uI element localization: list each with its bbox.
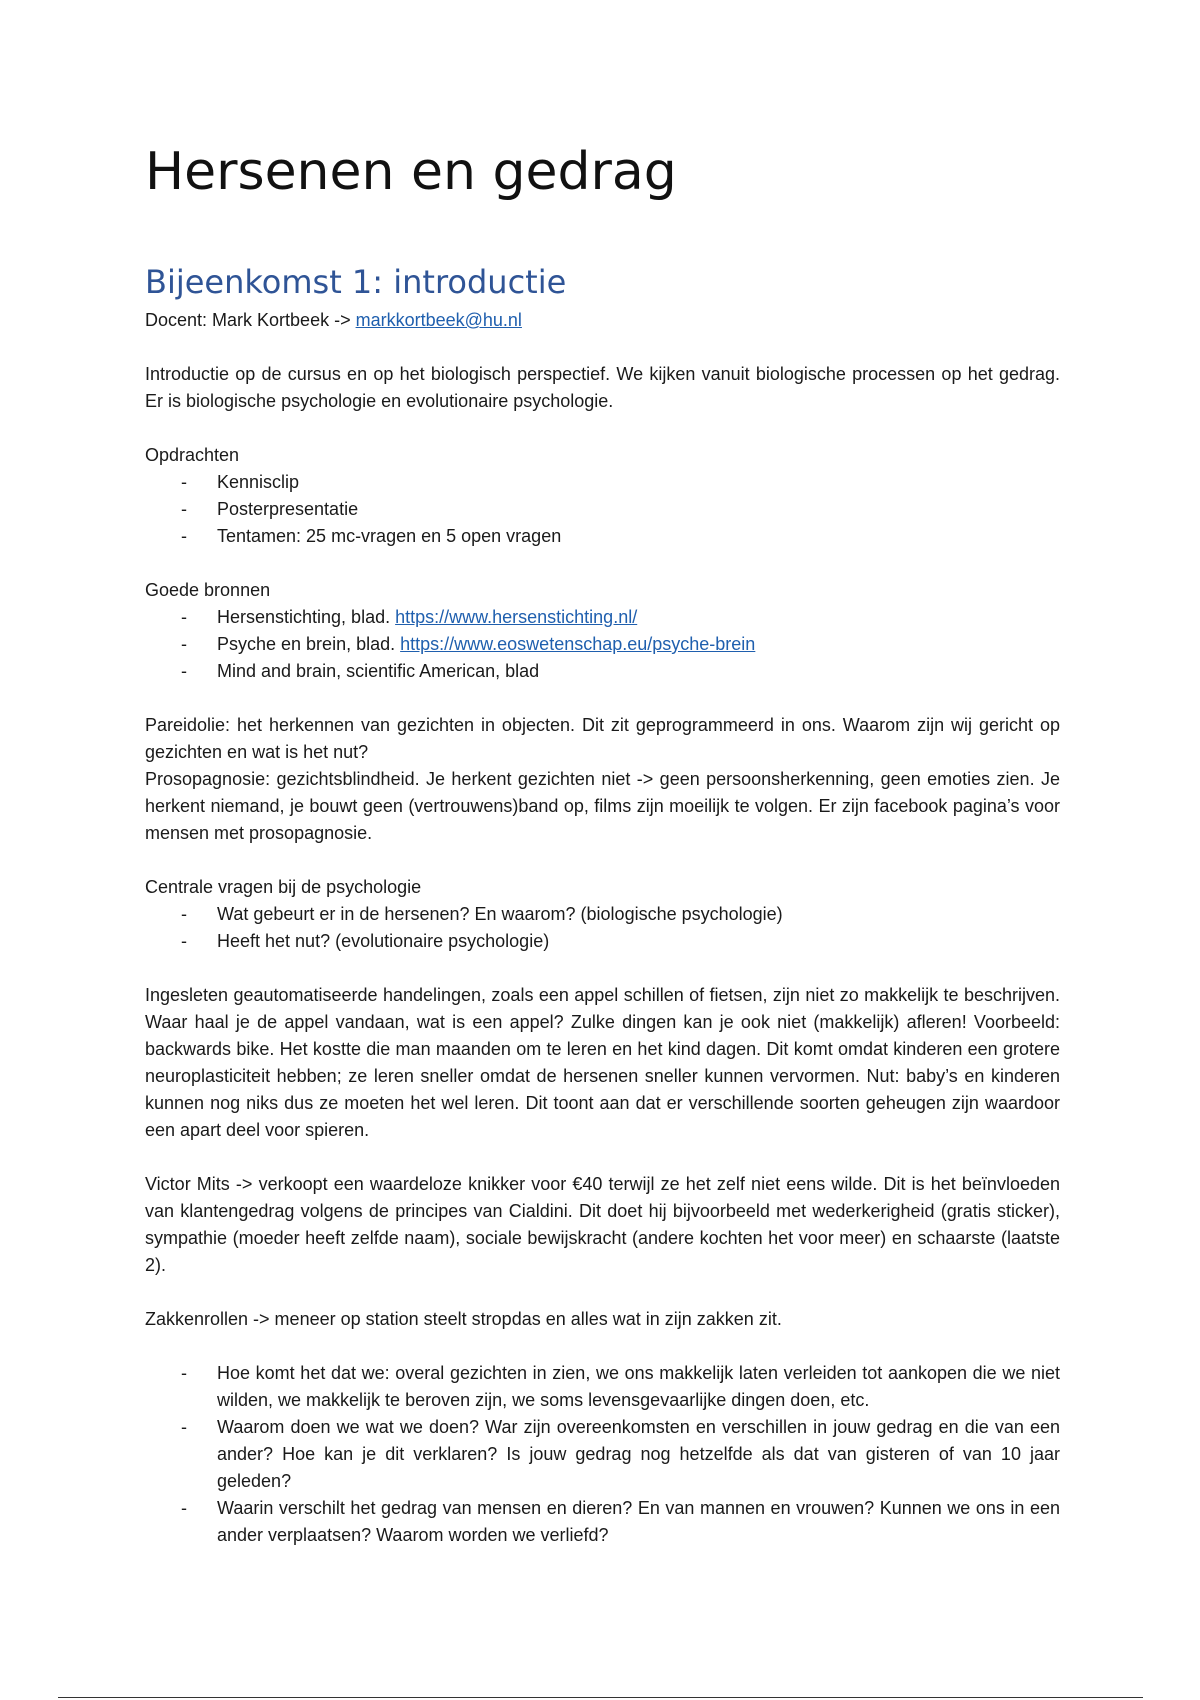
list-item: - Heeft het nut? (evolutionaire psychologie): [145, 928, 1060, 955]
list-item: - Hoe komt het dat we: overal gezichten in zien, we ons makkelijk laten verleiden tot aankopen die we niet wilden, we makkelijk te beroven zijn, we soms levensgevaarlijke dingen doen, etc.: [145, 1360, 1060, 1414]
opdrachten-list: [145, 469, 1060, 550]
bullet-dash: -: [181, 499, 187, 519]
bullet-dash: -: [181, 1498, 187, 1518]
bullet-dash: -: [181, 607, 187, 627]
centrale-vragen-label: Centrale vragen bij de psychologie: [145, 877, 422, 897]
ingesleten-paragraph: Ingesleten geautomatiseerde handelingen, zoals een appel schillen of fietsen, zijn niet zo makkelijk te beschrijven. Waar haal je de appel vandaan, wat is een appel? Zulke dingen kan je ook niet (makkelijk) afleren! Voorbeeld: backwards bike. Het kostte die man maanden om te leren en het kind dagen. Dit komt omdat kinderen een grotere neuroplasticiteit hebben; ze leren sneller omdat de hersenen sneller kunnen vervormen. Nut: baby’s en kinderen kunnen nog niks dus ze moeten het wel leren. Dit toont aan dat er verschillende soorten geheugen zijn waardoor een apart deel voor spieren.: [145, 985, 1060, 1140]
list-item: - Wat gebeurt er in de hersenen? En waarom? (biologische psychologie): [145, 901, 1060, 928]
pareidolie-paragraph: Pareidolie: het herkennen van gezichten in objecten. Dit zit geprogrammeerd in ons. Waarom zijn wij gericht op gezichten en wat is het nut?: [145, 715, 1060, 762]
bullet-dash: -: [181, 1417, 187, 1437]
list-item: - Mind and brain, scientific American, blad: [145, 658, 1060, 685]
list-item: - Tentamen: 25 mc-vragen en 5 open vragen: [145, 523, 1060, 550]
zakkenrollen-paragraph: Zakkenrollen -> meneer op station steelt stropdas en alles wat in zijn zakken zit.: [145, 1309, 782, 1329]
bullet-dash: -: [181, 904, 187, 924]
docent-email-link[interactable]: markkortbeek@hu.nl: [355, 310, 522, 330]
list-item: - Psyche en brein, blad. https://www.eoswetenschap.eu/psyche-brein: [145, 631, 1060, 658]
list-item: - Waarom doen we wat we doen? War zijn overeenkomsten en verschillen in jouw gedrag en die van een ander? Hoe kan je dit verklaren? Is jouw gedrag nog hetzelfde als dat van gisteren of van 10 jaar geleden?: [145, 1414, 1060, 1495]
list-item: - Posterpresentatie: [145, 496, 1060, 523]
bullet-dash: -: [181, 526, 187, 546]
victor-paragraph: Victor Mits -> verkoopt een waardeloze knikker voor €40 terwijl ze het zelf niet eens wilde. Dit is het beïnvloeden van klantengedrag volgens de principes van Cialdini. Dit doet hij bijvoorbeeld met wederkerigheid (gratis sticker), sympathie (moeder heeft zelfde naam), sociale bewijskracht (andere kochten het voor meer) en schaarste (laatste 2).: [145, 1174, 1060, 1275]
docent-label: Docent: Mark Kortbeek ->: [145, 310, 356, 330]
section-heading: Bijeenkomst 1: introductie: [145, 263, 567, 301]
hersenstichting-link[interactable]: https://www.hersenstichting.nl/: [395, 607, 638, 627]
bullet-dash: -: [181, 472, 187, 492]
centrale-vragen-list: [145, 901, 1060, 955]
list-item: - Kennisclip: [145, 469, 1060, 496]
intro-paragraph: Introductie op de cursus en op het biologisch perspectief. We kijken vanuit biologische processen op het gedrag. Er is biologische psychologie en evolutionaire psychologie.: [145, 364, 1060, 411]
bullet-dash: -: [181, 931, 187, 951]
prosopagnosie-paragraph: Prosopagnosie: gezichtsblindheid. Je herkent gezichten niet -> geen persoonsherkenning, geen emoties zien. Je herkent niemand, je bouwt geen (vertrouwens)band op, films zijn moeilijk te volgen. Er zijn facebook pagina’s voor mensen met prosopagnosie.: [145, 769, 1060, 843]
bullet-dash: -: [181, 634, 187, 654]
document-title: Hersenen en gedrag: [145, 142, 677, 202]
bullet-dash: -: [181, 1363, 187, 1383]
list-item: - Hersenstichting, blad. https://www.hersenstichting.nl/: [145, 604, 1060, 631]
list-item: - Waarin verschilt het gedrag van mensen en dieren? En van mannen en vrouwen? Kunnen we ons in een ander verplaatsen? Waarom worden we verliefd?: [145, 1495, 1060, 1549]
bronnen-list: [145, 604, 1060, 685]
docent-line: [145, 307, 1060, 334]
document-body: [145, 307, 1060, 1549]
bullet-dash: -: [181, 661, 187, 681]
bronnen-label: Goede bronnen: [145, 580, 271, 600]
opdrachten-label: Opdrachten: [145, 445, 240, 465]
page-bottom-rule: [58, 1697, 1143, 1698]
vragen-list: [145, 1360, 1060, 1549]
eoswetenschap-link[interactable]: https://www.eoswetenschap.eu/psyche-brein: [400, 634, 756, 654]
